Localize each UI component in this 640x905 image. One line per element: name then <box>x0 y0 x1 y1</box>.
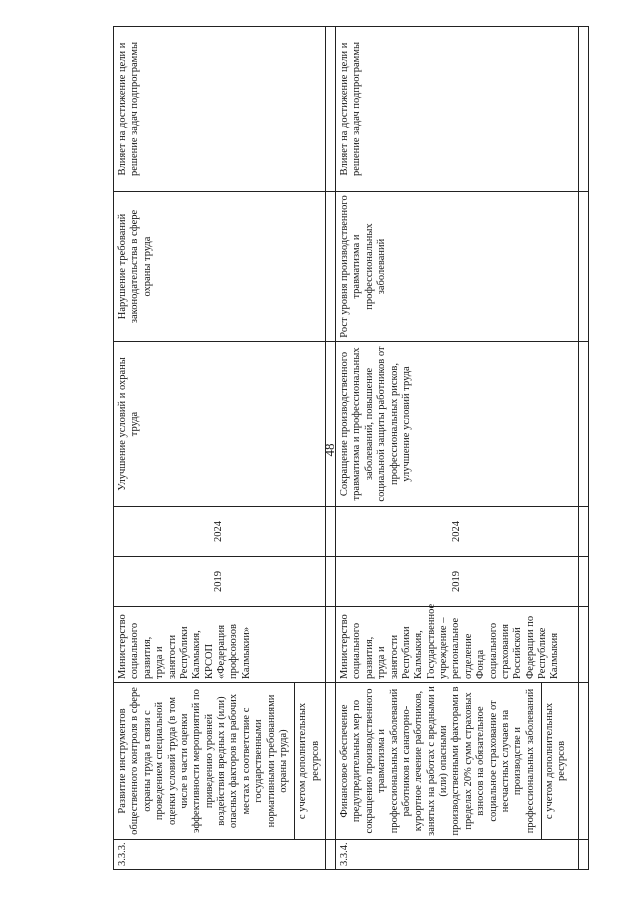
measure-name-text: Финансовое обеспечение предупредительных мер по сокращению производственного травматизма и профессиональных заболеваний работников и санаторно-курортное лечение работников, занятых на работах с вредными и (или) опасными производственными факторами в пределах 20% сумм страховых взносов на обязательное социальное страхование от несчастных случаев на производстве и профессиональных заболеваний <box>339 686 536 836</box>
expected-result: Улучшение условий и охраны труда <box>114 342 326 507</box>
consequence: Рост уровня производственного травматизма и профессиональных заболеваний <box>336 192 579 342</box>
executor: Министерство социального развития, труда и занятости Республики Калмыкия, КРСОП «Федерация профсоюзов Калмыкии» <box>114 607 326 683</box>
page-number: 48 <box>322 443 337 457</box>
row-number: 3.3.4. <box>336 840 579 870</box>
measures-table-rotated <box>113 27 583 870</box>
goal-link: Влияет на достижение цели и решение задач подпрограммы <box>336 27 579 192</box>
end-year: 2024 <box>336 507 579 557</box>
measure-name <box>336 683 579 840</box>
start-year: 2019 <box>114 557 326 607</box>
table-row <box>336 27 579 870</box>
measure-name-text: Развитие инструментов общественного контроля в сфере охраны труда в связи с проведением специальной оценки условий труда (в том числе в части оценки эффективности мероприятий по приведению уровней воздействия вредных и (или) опасных факторов на рабочих местах в соответствие с государственными нормативными требованиями охраны труда) <box>117 687 289 835</box>
table-row <box>114 27 326 870</box>
goal-link: Влияет на достижение цели и решение задач подпрограммы <box>114 27 326 192</box>
measures-table <box>113 26 589 870</box>
start-year: 2019 <box>336 557 579 607</box>
measure-name <box>114 683 326 840</box>
table-row-empty <box>326 27 336 870</box>
table-row-empty <box>579 27 589 870</box>
consequence: Нарушение требований законодательства в сфере охраны труда <box>114 192 326 342</box>
executor: Министерство социального развития, труда и занятости Республики Калмыкия, Государственное учреждение – региональное отделение Фонда социального страхования Российской Федерации по Республике Калмыкия <box>336 607 579 683</box>
funding-note: с учетом дополнительных ресурсов <box>541 683 569 839</box>
funding-note: с учетом дополнительных ресурсов <box>294 683 322 839</box>
row-number: 3.3.3. <box>114 840 326 870</box>
end-year: 2024 <box>114 507 326 557</box>
expected-result: Сокращение производственного травматизма и профессиональных заболеваний, повышение социальной защиты работников от профессиональных рисков, улучшение условий труда <box>336 342 579 507</box>
